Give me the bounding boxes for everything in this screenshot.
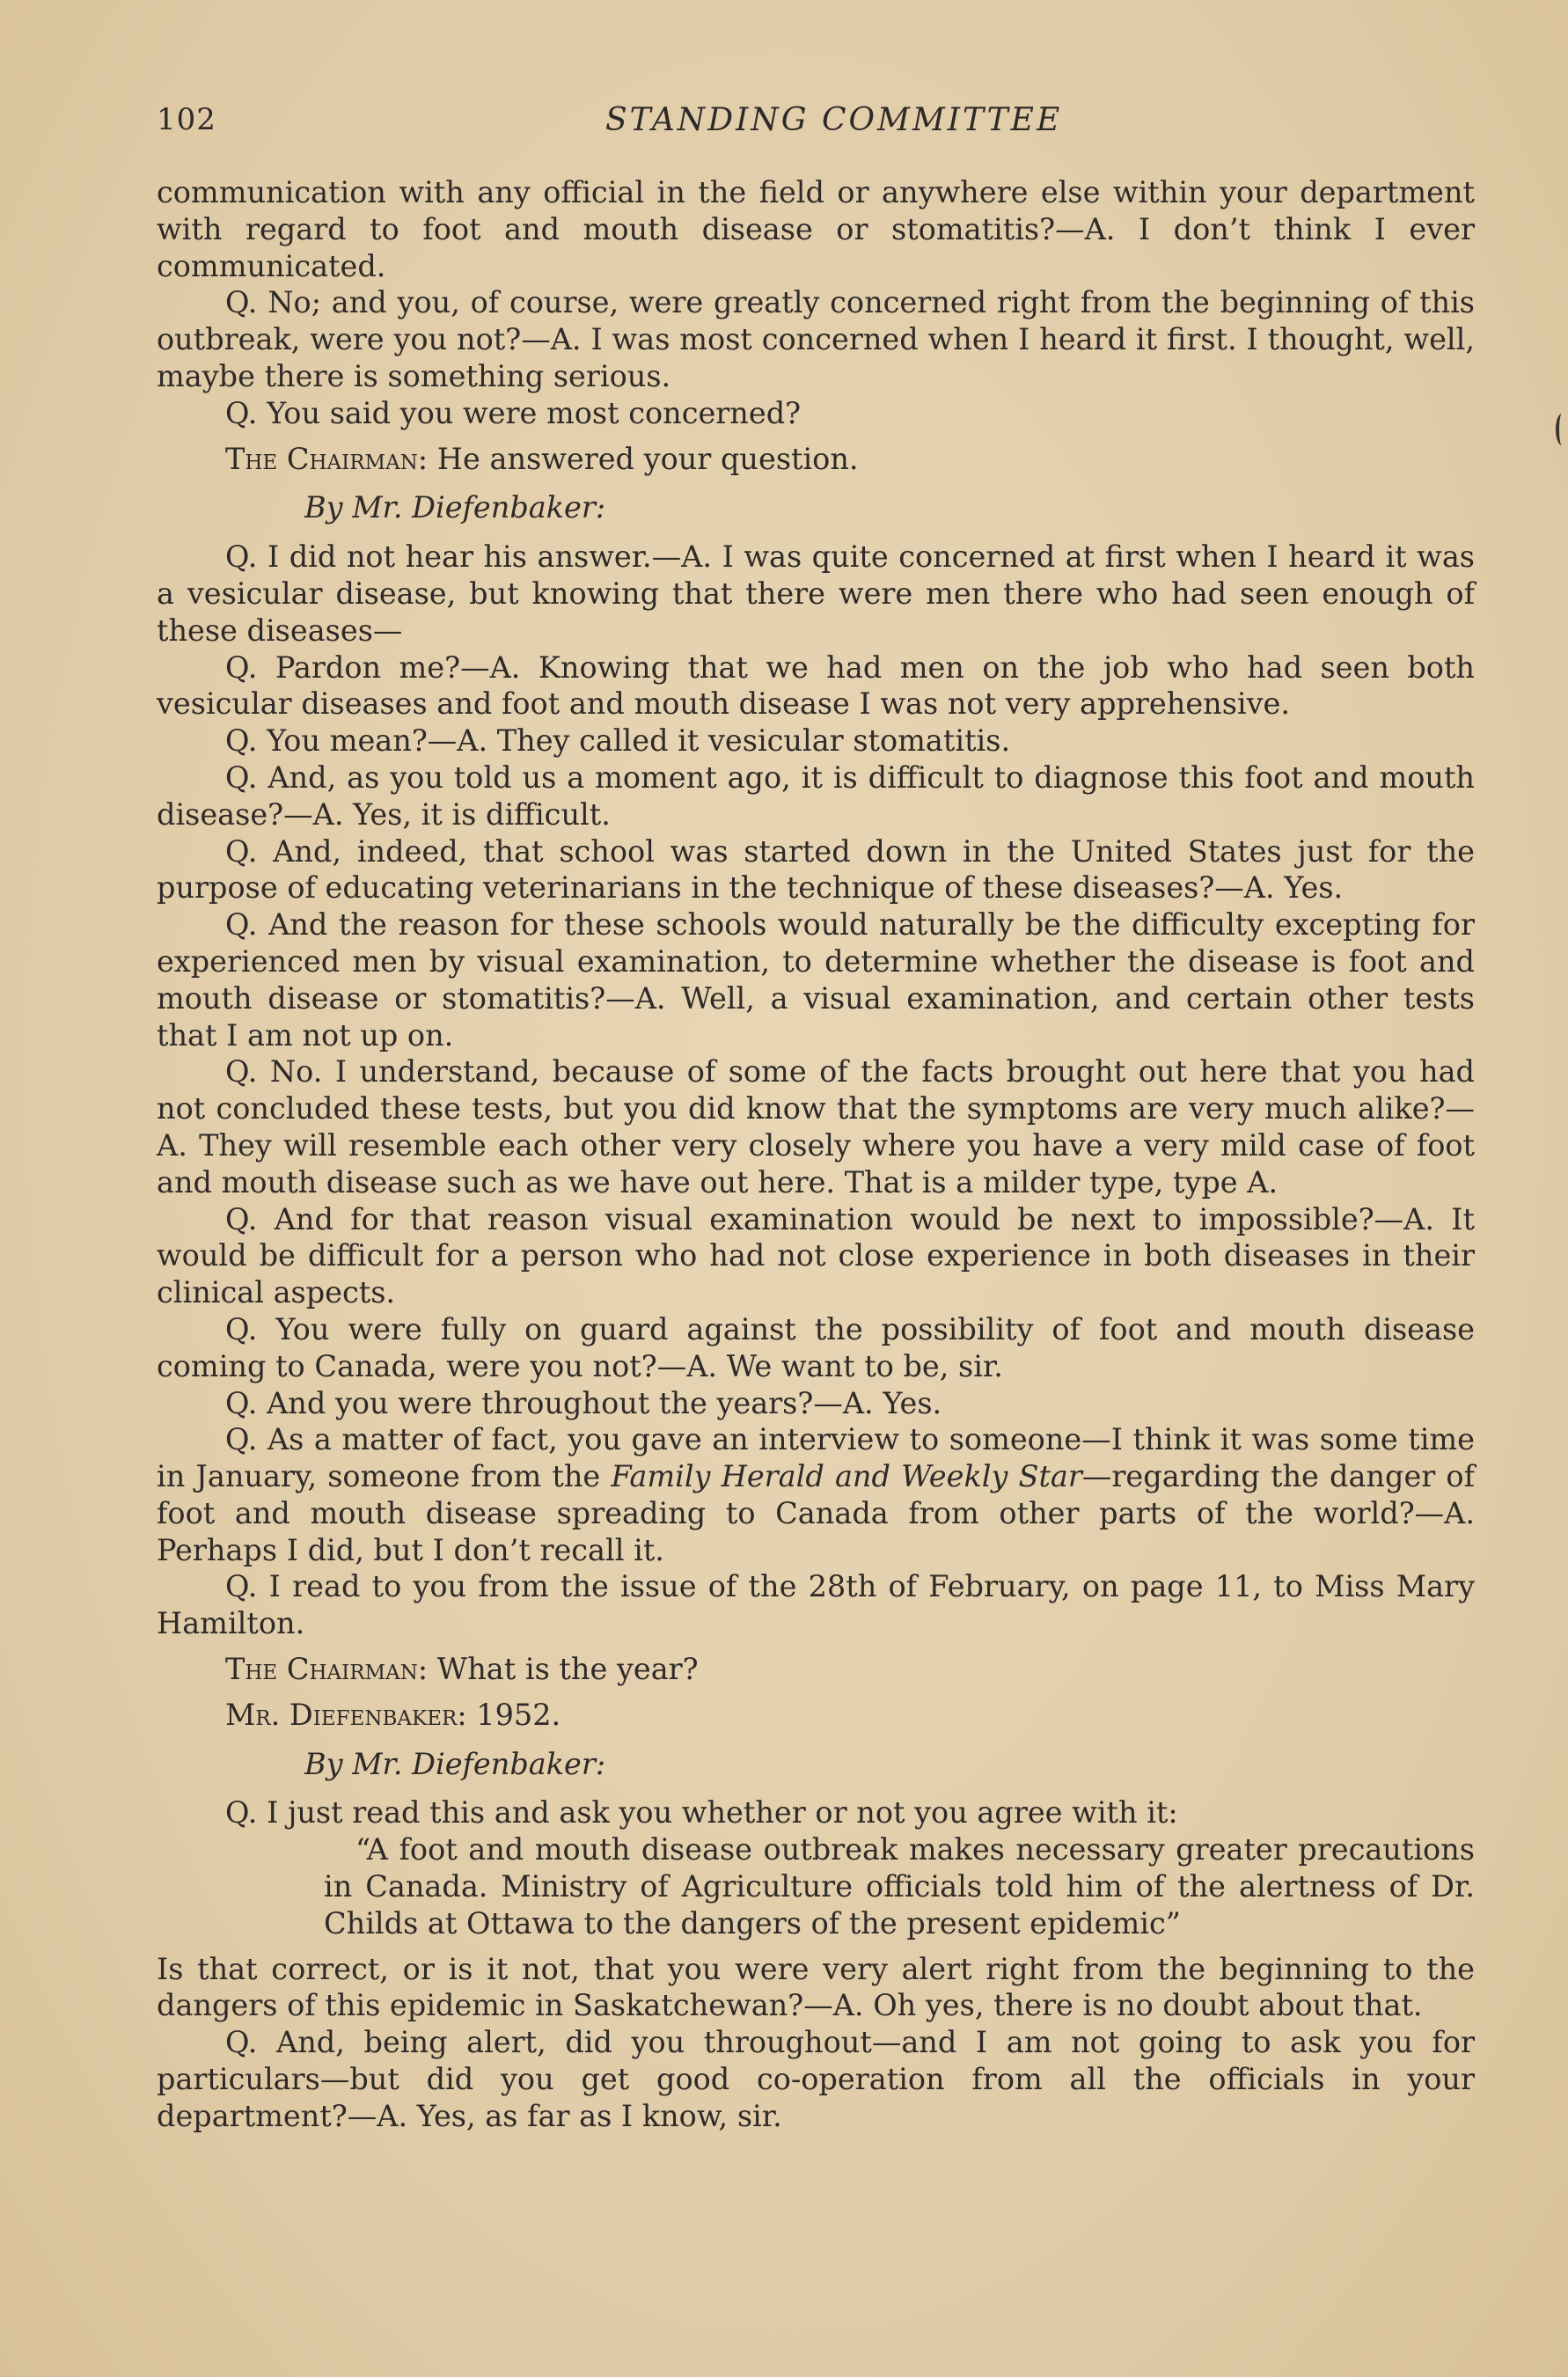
transcript-body	[157, 174, 1475, 2135]
paragraph: Q. I did not hear his answer.—A. I was quite concerned at first when I heard it was a vesicular disease, but knowing that there were men there who had seen enough of these diseases—	[157, 539, 1475, 648]
speaker-paragraph	[157, 441, 1475, 478]
paragraph: communication with any official in the field or anywhere else within your department with regard to foot and mouth disease or stomatitis?—A. I don’t think I ever communicated.	[157, 175, 1475, 283]
paragraph: Q. You said you were most concerned?	[225, 395, 802, 430]
speaker-label: The Chairman:	[225, 441, 429, 476]
quotation: “A foot and mouth disease outbreak makes necessary greater precautions in Canada. Ministry of Agriculture officials told him of the alertness of Dr. Childs at Ottawa to the dangers of the present epidemic”	[324, 1832, 1475, 1940]
margin-mark	[1556, 414, 1568, 445]
paragraph-interview	[157, 1421, 1475, 1568]
paragraph: Q. You were fully on guard against the possibility of foot and mouth disease coming to Canada, were you not?—A. We want to be, sir.	[157, 1311, 1475, 1383]
paragraph: Q. And the reason for these schools would naturally be the difficulty excepting for experienced men by visual examination, to determine whether the disease is foot and mouth disease or stomatitis?—A. Well, a visual examination, and certain other tests that I am not up on.	[157, 907, 1475, 1053]
byline: By Mr. Diefenbaker:	[304, 1746, 606, 1781]
interview-text-before: Q. As a matter of fact, you gave an interview to someone—I think it was some time in January, someone from the	[157, 1422, 1475, 1494]
paragraph: Q. I just read this and ask you whether or not you agree with it:	[225, 1795, 1178, 1830]
byline: By Mr. Diefenbaker:	[304, 490, 606, 525]
paragraph: Q. I read to you from the issue of the 28th of February, on page 11, to Miss Mary Hamilton.	[157, 1569, 1475, 1641]
paragraph: Q. No; and you, of course, were greatly concerned right from the beginning of this outbreak, were you not?—A. I was most concerned when I heard it first. I thought, well, maybe there is something serious.	[157, 285, 1475, 393]
paragraph: Q. And, as you told us a moment ago, it is difficult to diagnose this foot and mouth disease?—A. Yes, it is difficult.	[157, 759, 1475, 832]
speaker-text: 1952.	[476, 1697, 561, 1732]
paragraph: Q. And, being alert, did you throughout—and I am not going to ask you for particulars—but did you get good co-operation from all the officials in your department?—A. Yes, as far as I know, sir.	[157, 2025, 1475, 2133]
publication-title: Family Herald and Weekly Star	[611, 1459, 1082, 1494]
speaker-text: What is the year?	[436, 1652, 699, 1687]
paragraph: Q. And you were throughout the years?—A. Yes.	[225, 1385, 942, 1420]
paragraph: Is that correct, or is it not, that you were very alert right from the beginning to the dangers of this epidemic in Saskatchewan?—A. Oh yes, there is no doubt about that.	[157, 1951, 1475, 2023]
speaker-label: The Chairman:	[225, 1652, 429, 1687]
paragraph: Q. No. I understand, because of some of the facts brought out here that you had not concluded these tests, but you did know that the symptoms are very much alike?—A. They will resemble each other very closely where you have a very mild case of foot and mouth disease such as we have out here. That is a milder type, type A.	[157, 1054, 1475, 1200]
paragraph: Q. And for that reason visual examination would be next to impossible?—A. It would be difficult for a person who had not close experience in both diseases in their clinical aspects.	[157, 1201, 1475, 1310]
paragraph: Q. And, indeed, that school was started down in the United States just for the purpose of educating veterinarians in the technique of these diseases?—A. Yes.	[157, 833, 1475, 906]
speaker-paragraph	[157, 1651, 1475, 1688]
speaker-paragraph	[157, 1697, 1475, 1734]
running-title: STANDING COMMITTEE	[605, 102, 1063, 138]
paragraph: Q. You mean?—A. They called it vesicular stomatitis.	[225, 723, 1011, 759]
speaker-text: He answered your question.	[436, 441, 859, 476]
paragraph: Q. Pardon me?—A. Knowing that we had men on the job who had seen both vesicular diseases and foot and mouth disease I was not very apprehensive.	[157, 649, 1475, 722]
page-header	[157, 95, 1476, 148]
speaker-label: Mr. Diefenbaker:	[225, 1697, 467, 1732]
page-number: 102	[157, 102, 216, 137]
interview-text-after: —regarding the danger of foot and mouth disease spreading to Canada from other parts of the world?—A. Perhaps I did, but I don’t recall it.	[157, 1459, 1476, 1567]
